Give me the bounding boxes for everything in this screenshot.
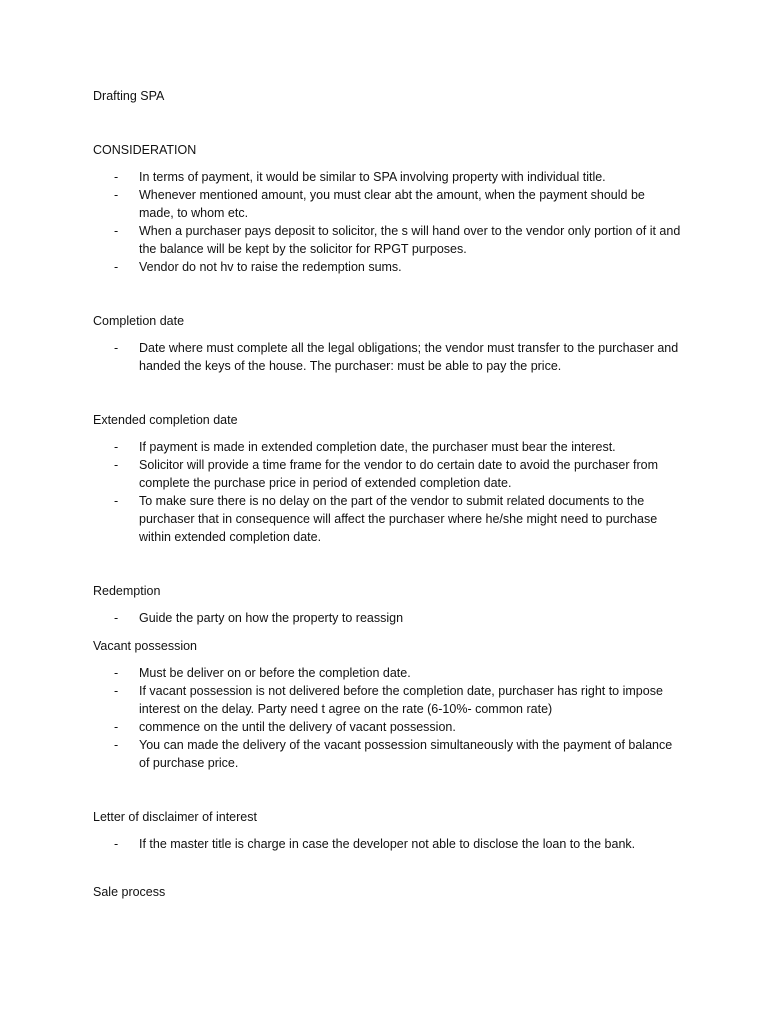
section-extended-completion-date bbox=[93, 411, 683, 546]
list-item bbox=[93, 492, 683, 546]
list-item-text: Solicitor will provide a time frame for the vendor to do certain date to avoid the purchaser from complete the purchase price in period of extended completion date. bbox=[139, 458, 659, 490]
list-item bbox=[93, 736, 683, 772]
list-item-text: When a purchaser pays deposit to solicitor, the s will hand over to the vendor only portion of it and the balance will be kept by the solicitor for RPGT purposes. bbox=[139, 224, 681, 256]
section-consideration bbox=[93, 141, 683, 276]
list-item-text: In terms of payment, it would be similar to SPA involving property with individual title. bbox=[139, 170, 606, 184]
dash-bullet: - bbox=[114, 170, 119, 184]
list-item bbox=[93, 438, 683, 456]
section-heading: Letter of disclaimer of interest bbox=[93, 810, 257, 824]
list-item-text: Must be deliver on or before the completion date. bbox=[139, 666, 411, 680]
bullet-list bbox=[93, 835, 683, 853]
dash-bullet: - bbox=[114, 611, 119, 625]
list-item bbox=[93, 168, 683, 186]
list-item bbox=[93, 835, 683, 853]
dash-bullet: - bbox=[114, 440, 119, 454]
list-item bbox=[93, 186, 683, 222]
list-item bbox=[93, 682, 683, 718]
list-item bbox=[93, 456, 683, 492]
section-vacant-possession bbox=[93, 637, 683, 772]
section-heading: CONSIDERATION bbox=[93, 143, 197, 157]
list-item-text: If vacant possession is not delivered before the completion date, purchaser has right to impose interest on the delay. Party need t agree on the rate (6-10%- common rate) bbox=[139, 684, 663, 716]
list-item-text: You can made the delivery of the vacant possession simultaneously with the payment of balance of purchase price. bbox=[139, 738, 673, 770]
list-item-text: Guide the party on how the property to reassign bbox=[139, 611, 404, 625]
section-heading: Vacant possession bbox=[93, 639, 197, 653]
list-item bbox=[93, 609, 683, 627]
section-completion-date bbox=[93, 312, 683, 375]
list-item-text: Whenever mentioned amount, you must clear abt the amount, when the payment should be made, to whom etc. bbox=[139, 188, 645, 220]
section-heading: Extended completion date bbox=[93, 413, 238, 427]
bullet-list bbox=[93, 339, 683, 375]
dash-bullet: - bbox=[114, 494, 119, 508]
section-sale-process bbox=[93, 883, 683, 901]
list-item-text: If the master title is charge in case the developer not able to disclose the loan to the bank. bbox=[139, 837, 636, 851]
list-item bbox=[93, 222, 683, 258]
list-item-text: To make sure there is no delay on the part of the vendor to submit related documents to the purchaser that in consequence will affect the purchaser where he/she might need to purchase within extended completion date. bbox=[139, 494, 658, 544]
dash-bullet: - bbox=[114, 720, 119, 734]
dash-bullet: - bbox=[114, 260, 119, 274]
dash-bullet: - bbox=[114, 341, 119, 355]
list-item-text: If payment is made in extended completion date, the purchaser must bear the interest. bbox=[139, 440, 616, 454]
section-letter-of-disclaimer bbox=[93, 808, 683, 853]
bullet-list bbox=[93, 664, 683, 772]
section-heading: Redemption bbox=[93, 584, 161, 598]
document-title: Drafting SPA bbox=[93, 89, 165, 103]
dash-bullet: - bbox=[114, 224, 119, 238]
list-item-text: commence on the until the delivery of vacant possession. bbox=[139, 720, 456, 734]
dash-bullet: - bbox=[114, 738, 119, 752]
dash-bullet: - bbox=[114, 684, 119, 698]
list-item-text: Vendor do not hv to raise the redemption sums. bbox=[139, 260, 402, 274]
dash-bullet: - bbox=[114, 666, 119, 680]
bullet-list bbox=[93, 438, 683, 546]
list-item bbox=[93, 258, 683, 276]
list-item bbox=[93, 664, 683, 682]
list-item bbox=[93, 339, 683, 375]
document-page bbox=[93, 87, 683, 910]
dash-bullet: - bbox=[114, 458, 119, 472]
dash-bullet: - bbox=[114, 837, 119, 851]
dash-bullet: - bbox=[114, 188, 119, 202]
section-heading: Sale process bbox=[93, 885, 166, 899]
list-item bbox=[93, 718, 683, 736]
section-heading: Completion date bbox=[93, 314, 185, 328]
bullet-list bbox=[93, 609, 683, 627]
bullet-list bbox=[93, 168, 683, 276]
section-redemption bbox=[93, 582, 683, 627]
list-item-text: Date where must complete all the legal obligations; the vendor must transfer to the purchaser and handed the keys of the house. The purchaser: must be able to pay the price. bbox=[139, 341, 679, 373]
